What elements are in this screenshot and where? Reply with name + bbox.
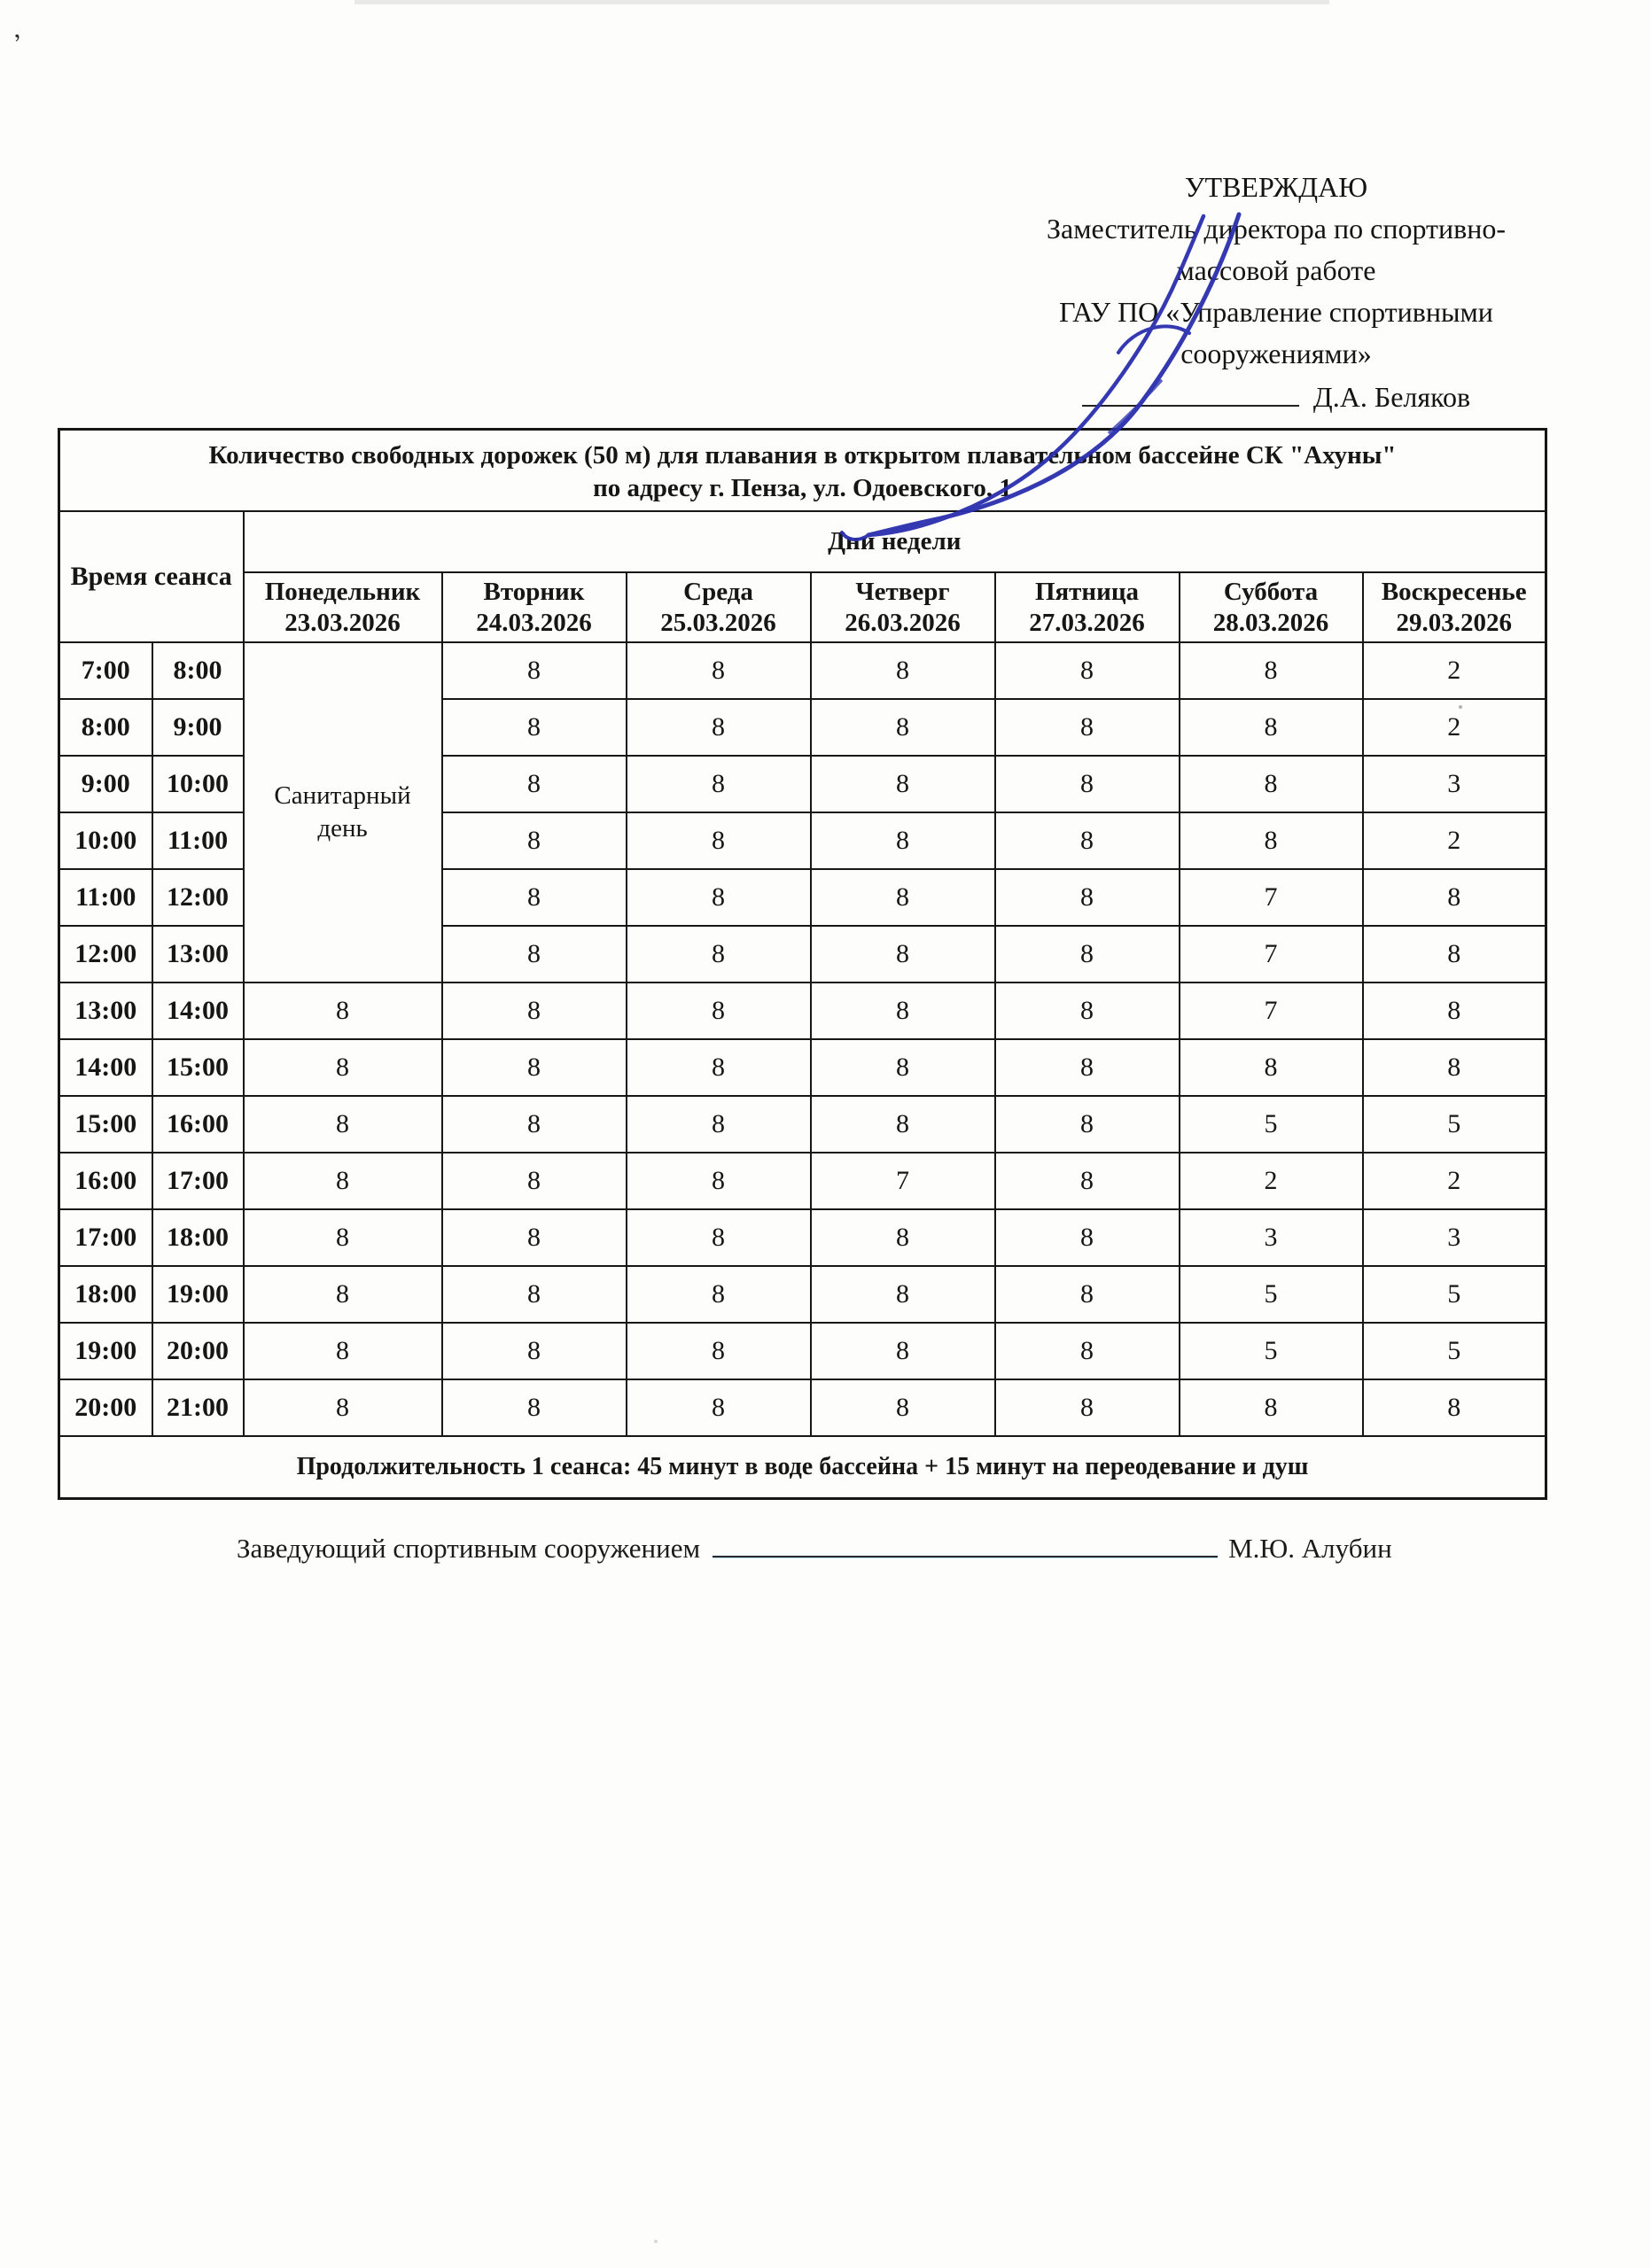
free-lanes-count-cell: 8 <box>442 1379 627 1436</box>
free-lanes-count-cell: 8 <box>244 1096 442 1153</box>
approval-signer-name: Д.А. Беляков <box>1312 381 1471 413</box>
free-lanes-count-cell: 7 <box>811 1153 995 1209</box>
free-lanes-count-cell: 8 <box>811 1266 995 1323</box>
schedule-row <box>59 1323 1546 1379</box>
free-lanes-count-cell: 8 <box>627 1209 811 1266</box>
session-end-time-cell: 16:00 <box>152 1096 244 1153</box>
free-lanes-count-cell: 8 <box>1363 1039 1546 1096</box>
session-start-time-cell: 12:00 <box>59 926 152 983</box>
day-header-cell <box>1180 572 1363 642</box>
manager-signature-row <box>237 1524 1477 1565</box>
schedule-row <box>59 1379 1546 1436</box>
free-lanes-count-cell: 2 <box>1363 699 1546 756</box>
schedule-table <box>58 428 1547 1500</box>
free-lanes-count-cell: 8 <box>442 1266 627 1323</box>
free-lanes-count-cell: 8 <box>627 1323 811 1379</box>
free-lanes-count-cell: 8 <box>244 1039 442 1096</box>
session-end-time-cell: 17:00 <box>152 1153 244 1209</box>
free-lanes-count-cell: 8 <box>1363 1379 1546 1436</box>
free-lanes-count-cell: 5 <box>1180 1266 1363 1323</box>
manager-name: М.Ю. Алубин <box>1228 1533 1392 1564</box>
day-header-cell <box>627 572 811 642</box>
free-lanes-count-cell: 5 <box>1180 1323 1363 1379</box>
free-lanes-count-cell: 8 <box>811 1379 995 1436</box>
free-lanes-count-cell: 8 <box>995 1323 1180 1379</box>
free-lanes-count-cell: 8 <box>995 699 1180 756</box>
free-lanes-count-cell: 8 <box>811 869 995 926</box>
free-lanes-count-cell: 8 <box>627 1096 811 1153</box>
session-start-time-cell: 9:00 <box>59 756 152 812</box>
free-lanes-count-cell: 8 <box>811 1096 995 1153</box>
day-header-cell <box>1363 572 1546 642</box>
free-lanes-count-cell: 8 <box>627 699 811 756</box>
session-start-time-cell: 15:00 <box>59 1096 152 1153</box>
day-header-cell <box>244 572 442 642</box>
free-lanes-count-cell: 8 <box>442 699 627 756</box>
session-start-time-cell: 18:00 <box>59 1266 152 1323</box>
free-lanes-count-cell: 8 <box>627 1039 811 1096</box>
manager-signature-line <box>713 1524 1218 1557</box>
free-lanes-count-cell: 8 <box>244 1209 442 1266</box>
schedule-row <box>59 983 1546 1039</box>
table-title-cell <box>59 430 1546 512</box>
session-end-time-cell: 8:00 <box>152 642 244 699</box>
day-name: Суббота <box>1223 577 1319 606</box>
sanitary-day-cell: Санитарный день <box>244 642 442 983</box>
free-lanes-count-cell: 8 <box>627 1266 811 1323</box>
table-header-row-days <box>59 572 1546 642</box>
session-start-time-cell: 17:00 <box>59 1209 152 1266</box>
scan-artifact-smudge <box>354 0 1329 4</box>
free-lanes-count-cell: 8 <box>995 869 1180 926</box>
session-end-time-cell: 10:00 <box>152 756 244 812</box>
free-lanes-count-cell: 8 <box>811 699 995 756</box>
table-title-line1: Количество свободных дорожек (50 м) для плавания в открытом плавательном бассейне СК "Ахуны" <box>208 440 1397 470</box>
free-lanes-count-cell: 7 <box>1180 926 1363 983</box>
session-start-time-cell: 11:00 <box>59 869 152 926</box>
day-name: Пятница <box>1034 577 1140 606</box>
free-lanes-count-cell: 8 <box>995 642 1180 699</box>
free-lanes-count-cell: 5 <box>1180 1096 1363 1153</box>
free-lanes-count-cell: 8 <box>995 1266 1180 1323</box>
day-date: 24.03.2026 <box>476 608 592 637</box>
free-lanes-count-cell: 8 <box>442 869 627 926</box>
free-lanes-count-cell: 5 <box>1363 1266 1546 1323</box>
session-end-time-cell: 14:00 <box>152 983 244 1039</box>
scan-artifact-dot <box>654 2240 658 2243</box>
free-lanes-count-cell: 8 <box>442 642 627 699</box>
free-lanes-count-cell: 8 <box>627 1379 811 1436</box>
free-lanes-count-cell: 5 <box>1363 1323 1546 1379</box>
session-end-time-cell: 21:00 <box>152 1379 244 1436</box>
session-end-time-cell: 19:00 <box>152 1266 244 1323</box>
free-lanes-count-cell: 8 <box>627 983 811 1039</box>
free-lanes-count-cell: 8 <box>811 756 995 812</box>
free-lanes-count-cell: 8 <box>627 812 811 869</box>
approval-line: сооружениями» <box>1180 338 1372 369</box>
schedule-row <box>59 1039 1546 1096</box>
day-date: 28.03.2026 <box>1212 608 1329 637</box>
free-lanes-count-cell: 8 <box>244 1323 442 1379</box>
table-title-line2: по адресу г. Пенза, ул. Одоевского, 1 <box>593 473 1012 502</box>
free-lanes-count-cell: 8 <box>1363 983 1546 1039</box>
approval-line: массовой работе <box>1176 254 1376 286</box>
free-lanes-count-cell: 8 <box>1180 699 1363 756</box>
free-lanes-count-cell: 8 <box>995 926 1180 983</box>
free-lanes-count-cell: 8 <box>442 1153 627 1209</box>
day-date: 26.03.2026 <box>845 608 961 637</box>
free-lanes-count-cell: 8 <box>811 642 995 699</box>
session-end-time-cell: 11:00 <box>152 812 244 869</box>
free-lanes-count-cell: 3 <box>1363 1209 1546 1266</box>
time-header-cell: Время сеанса <box>59 511 244 642</box>
day-name: Среда <box>683 577 753 606</box>
duration-note-row <box>59 1436 1546 1499</box>
free-lanes-count-cell: 8 <box>1363 869 1546 926</box>
free-lanes-count-cell: 7 <box>1180 983 1363 1039</box>
day-header-cell <box>811 572 995 642</box>
day-name: Четверг <box>855 577 950 606</box>
free-lanes-count-cell: 8 <box>442 983 627 1039</box>
table-title-row <box>59 430 1546 512</box>
free-lanes-count-cell: 8 <box>442 756 627 812</box>
session-end-time-cell: 20:00 <box>152 1323 244 1379</box>
day-header-cell <box>995 572 1180 642</box>
free-lanes-count-cell: 8 <box>995 983 1180 1039</box>
schedule-row <box>59 642 1546 699</box>
free-lanes-count-cell: 2 <box>1180 1153 1363 1209</box>
free-lanes-count-cell: 8 <box>811 1323 995 1379</box>
free-lanes-count-cell: 8 <box>627 1153 811 1209</box>
free-lanes-count-cell: 8 <box>244 1266 442 1323</box>
approval-line: ГАУ ПО «Управление спортивными <box>1059 296 1493 328</box>
day-date: 27.03.2026 <box>1029 608 1145 637</box>
free-lanes-count-cell: 8 <box>1180 1039 1363 1096</box>
session-start-time-cell: 14:00 <box>59 1039 152 1096</box>
session-end-time-cell: 9:00 <box>152 699 244 756</box>
free-lanes-count-cell: 8 <box>627 926 811 983</box>
free-lanes-count-cell: 8 <box>442 1039 627 1096</box>
free-lanes-count-cell: 8 <box>244 1379 442 1436</box>
free-lanes-count-cell: 8 <box>627 642 811 699</box>
approval-heading: УТВЕРЖДАЮ <box>1184 171 1368 203</box>
free-lanes-count-cell: 2 <box>1363 642 1546 699</box>
free-lanes-count-cell: 8 <box>627 869 811 926</box>
session-end-time-cell: 12:00 <box>152 869 244 926</box>
free-lanes-count-cell: 3 <box>1363 756 1546 812</box>
free-lanes-count-cell: 8 <box>811 1039 995 1096</box>
schedule-row <box>59 1209 1546 1266</box>
day-date: 23.03.2026 <box>284 608 401 637</box>
day-name: Вторник <box>483 577 585 606</box>
session-start-time-cell: 7:00 <box>59 642 152 699</box>
free-lanes-count-cell: 8 <box>1363 926 1546 983</box>
free-lanes-count-cell: 8 <box>811 1209 995 1266</box>
free-lanes-count-cell: 8 <box>995 1039 1180 1096</box>
schedule-row <box>59 1096 1546 1153</box>
free-lanes-count-cell: 5 <box>1363 1096 1546 1153</box>
session-start-time-cell: 16:00 <box>59 1153 152 1209</box>
manager-label: Заведующий спортивным сооружением <box>237 1533 701 1564</box>
free-lanes-count-cell: 8 <box>995 812 1180 869</box>
free-lanes-count-cell: 8 <box>995 1153 1180 1209</box>
free-lanes-count-cell: 8 <box>995 1096 1180 1153</box>
free-lanes-count-cell: 8 <box>627 756 811 812</box>
free-lanes-count-cell: 8 <box>995 1209 1180 1266</box>
free-lanes-count-cell: 2 <box>1363 1153 1546 1209</box>
day-name: Воскресенье <box>1381 577 1527 606</box>
session-start-time-cell: 10:00 <box>59 812 152 869</box>
schedule-row <box>59 1266 1546 1323</box>
free-lanes-count-cell: 8 <box>442 926 627 983</box>
free-lanes-count-cell: 8 <box>442 1096 627 1153</box>
free-lanes-count-cell: 8 <box>1180 1379 1363 1436</box>
free-lanes-count-cell: 3 <box>1180 1209 1363 1266</box>
free-lanes-count-cell: 8 <box>1180 812 1363 869</box>
approval-line: Заместитель директора по спортивно- <box>1046 213 1507 245</box>
approval-block <box>988 167 1564 418</box>
day-date: 29.03.2026 <box>1396 608 1512 637</box>
free-lanes-count-cell: 8 <box>995 1379 1180 1436</box>
session-end-time-cell: 15:00 <box>152 1039 244 1096</box>
free-lanes-count-cell: 8 <box>995 756 1180 812</box>
free-lanes-count-cell: 8 <box>811 812 995 869</box>
free-lanes-count-cell: 8 <box>1180 756 1363 812</box>
session-start-time-cell: 8:00 <box>59 699 152 756</box>
free-lanes-count-cell: 8 <box>442 1209 627 1266</box>
session-end-time-cell: 13:00 <box>152 926 244 983</box>
day-date: 25.03.2026 <box>660 608 776 637</box>
free-lanes-count-cell: 8 <box>811 926 995 983</box>
free-lanes-count-cell: 8 <box>1180 642 1363 699</box>
approval-signature-line <box>1082 375 1299 407</box>
free-lanes-count-cell: 8 <box>442 812 627 869</box>
free-lanes-count-cell: 2 <box>1363 812 1546 869</box>
session-end-time-cell: 18:00 <box>152 1209 244 1266</box>
free-lanes-count-cell: 8 <box>442 1323 627 1379</box>
day-header-cell <box>442 572 627 642</box>
schedule-row <box>59 1153 1546 1209</box>
scan-artifact-speck: , <box>9 13 22 44</box>
free-lanes-count-cell: 8 <box>811 983 995 1039</box>
session-start-time-cell: 19:00 <box>59 1323 152 1379</box>
session-start-time-cell: 13:00 <box>59 983 152 1039</box>
duration-note-cell: Продолжительность 1 сеанса: 45 минут в воде бассейна + 15 минут на переодевание и душ <box>59 1436 1546 1499</box>
table-header-row-top <box>59 511 1546 572</box>
session-start-time-cell: 20:00 <box>59 1379 152 1436</box>
days-of-week-header-cell: Дни недели <box>244 511 1546 572</box>
free-lanes-count-cell: 8 <box>244 1153 442 1209</box>
free-lanes-count-cell: 8 <box>244 983 442 1039</box>
approval-signature-row <box>988 375 1564 418</box>
day-name: Понедельник <box>264 577 421 606</box>
free-lanes-count-cell: 7 <box>1180 869 1363 926</box>
